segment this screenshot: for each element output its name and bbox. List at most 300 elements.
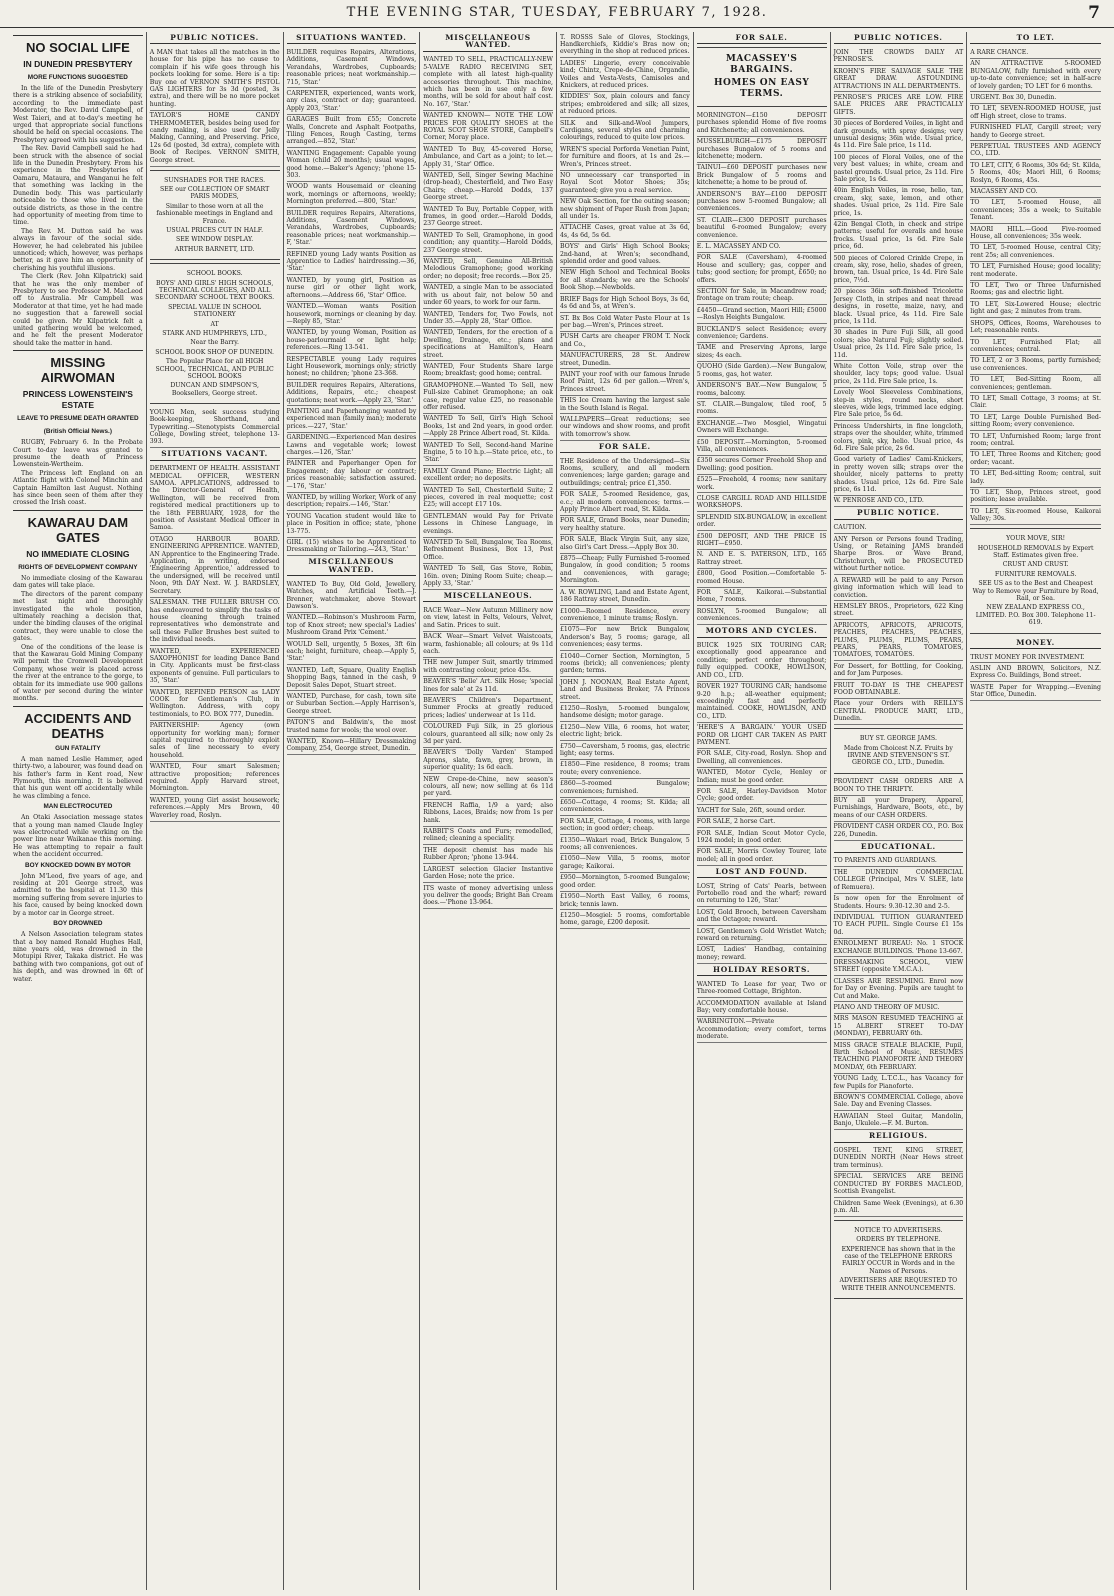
ad-line: CAUTION. (834, 523, 964, 534)
classified-ad: TO LET, 5-roomed House, central City; rent 25s; all conveniences. (970, 243, 1101, 262)
classified-ad: TO LET, Furnished House; good locality; rent moderate. (970, 262, 1101, 281)
classified-ad: GRAMOPHONE.—Wanted To Sell, new Full-size Cabinet Gramophone; an oak case, regular value £25, no reasonable offer refused. (423, 380, 553, 414)
classified-ad: LOST, Ladies' Handbag, containing money; reward. (697, 945, 827, 964)
classified-ad: WANTED, Four smart Salesmen; attractive proposition; references required. Apply Harvard street, Mornington. (150, 762, 280, 796)
subhead-boy-drowned: BOY DROWNED (53, 920, 103, 928)
classified-ad: TO LET, Three Rooms and Kitchen; good order; vacant. (970, 450, 1101, 469)
classified-ad: £1000—Roomed Residence, every convenience, 1 minute trams; Roslyn. (560, 606, 690, 625)
article-paragraph: The Princess left England on an Atlantic flight with Colonel Minchin and Captain Hamilton last August. Nothing has since been seen of them after they crossed the Irish coast. (13, 469, 143, 507)
classified-ad: £860—5-roomed Bungalow; conveniences; furnished. (560, 779, 690, 798)
ad-line: ANY Person or Persons found Trading, Using, or Retaining JAMS branded Sharpe Bros. or Wave Brand, Christchurch, will be PROSECUTED without further notice. (834, 534, 964, 575)
classified-ad: 'HERE'S A BARGAIN.' YOUR USED FORD OR LIGHT CAR TAKEN AS PART PAYMENT. (697, 723, 827, 749)
classified-ad: PUSH Carts are cheaper FROM T. Nock and Co., (560, 332, 690, 351)
classified-ad: TO LET, CITY, 6 Rooms, 30s 6d; St. Kilda, 5 Rooms, 40s; Maori Hill, 6 Rooms; Roslyn, 6 Rooms, 45s. (970, 160, 1101, 186)
classified-ad: AN ATTRACTIVE 5-ROOMED BUNGALOW, fully furnished with every up-to-date convenience; set in half-acre of lovely garden; TO LET for 6 months. (970, 59, 1101, 93)
classified-ad: WANTED, Tenders for, Two Fowls, not Under 35.—Apply 28, 'Star' Office. (423, 309, 553, 328)
classified-ad: SPLENDID SIX-BUNGALOW, in excellent order. (697, 512, 827, 531)
ad-line: 100 pieces of Floral Voiles, one of the very best values; in white, cream and pastel grounds. Usual price, 2s 11d. Fire Sale price, 1s 6d. (834, 152, 964, 186)
classified-ad: TAYLOR'S HOME CANDY THERMOMETER, besides being used for candy making, is also used for Jelly Making, Canning, and Preserving. Price, 12s 6d (posted, 3d extra), complete with Book of Recipes. VERNON SMITH, George street. (150, 111, 280, 167)
classified-ad: FRENCH Raffia, 1/9 a yard; also Ribbons, Laces, Braids; now from 1s per hank. (423, 800, 553, 826)
ad-list (697, 979, 827, 1043)
ad-line: 30 pieces of Bordered Voiles, in light and dark grounds, with spray designs; very unusual designs; 36in wide. Usual price, 4s 11d. Fire Sale price, 1s 11d. (834, 119, 964, 153)
section-header: HOLIDAY RESORTS. (697, 964, 827, 976)
classified-ad: WANTED To Buy, Old Gold, Jewellery, Watches, and Artificial Teeth.—J. Brenner, watchmaker, above Stewart Dawson's. (287, 579, 417, 613)
classified-ad: £650—Cottage, 4 rooms; St. Kilda; all conveniences. (560, 798, 690, 817)
classified-ad: £1040—Corner Section, Mornington, 5 rooms (brick); all conveniences; plenty garden; terms. (560, 651, 690, 677)
ad-line: BOYS' AND GIRLS' HIGH SCHOOLS, TECHNICAL COLLEGES, AND ALL SECONDARY SCHOOL TEXT BOOKS. (155, 279, 275, 302)
ad-line: ARTHUR BARNETT, LTD. (174, 245, 255, 253)
newspaper-title: THE EVENING STAR, TUESDAY, FEBRUARY 7, 1928. (346, 5, 768, 20)
classified-ad: DRESSMAKING SCHOOL, VIEW STREET (opposite Y.M.C.A.). (834, 957, 964, 976)
classified-ad: SPECIAL SERVICES ARE BEING CONDUCTED BY FORBES MACLEOD, Scottish Evangelist. (834, 1172, 964, 1198)
classified-ad: NEW High School and Technical Books for all standards; we are the Schools' Book Shop.—Newbolds. (560, 268, 690, 294)
classified-ad: SHOPS, Offices, Rooms, Warehouses to Let; reasonable rents. (970, 318, 1101, 337)
classified-ad: £500 DEPOSIT, AND THE PRICE IS RIGHT—£950. (697, 531, 827, 550)
classified-ad: MRS MASON RESUMED TEACHING at 15 ALBERT STREET TO-DAY (MONDAY), FEBRUARY 6th. (834, 1014, 964, 1040)
classified-ad: N. AND E. S. PATERSON, LTD., 165 Rattray street. (697, 550, 827, 569)
classified-ad: WASTE Paper for Wrapping.—Evening Star Office, Dunedin. (970, 682, 1101, 701)
classified-ad: WANTED To Sell, Bungalow, Tea Rooms, Refreshment Business, Box 13, Post Office. (423, 538, 553, 564)
classified-ad: Children Same Week (Evenings), at 6.30 p.m. All. (834, 1198, 964, 1217)
section-header: MISCELLANEOUS. (423, 590, 553, 602)
article-paragraph: One of the conditions of the lease is that the Kawarau Gold Mining Company will permit the Cromwell Development Company, whose weir is placed across the river at the entrance to the gorge, to obtain for its immediate use 900 gallons of water per second during the winter months. (13, 643, 143, 703)
classified-ad: £350 secures Corner Freehold Shop and Dwelling; good position. (697, 456, 827, 475)
classified-ad: BUILDER requires Repairs, Alterations, Additions, Repairs, etc.; cheapest quotations; neat work.—Apply 23, 'Star.' (287, 380, 417, 406)
section-header: MOTORS AND CYCLES. (697, 625, 827, 637)
classified-ad: WANTED TO SELL, PRACTICALLY-NEW 5-VALVE RADIO RECEIVING SET, complete with all latest high-quality accessories throughout. This machine, which has been in use only a few months, will be sold for about half cost. No. 167, 'Star.' (423, 55, 553, 111)
classified-ad: WANTED, a single Man to be associated with us about fair, not below 50 and under 60 years, to work for our farm. (423, 283, 553, 309)
article-paragraph: The Clerk (Rev. John Kilpatrick) said that he was the only member of Presbytery to see Professor M. MacLeod off to Australia. Mr Campbell was Moderator at that time, yet he had made no suggestion that a farewell social could be given. Mr Kilpatrick felt a united gathering would be welcomed, and he felt the present Moderator should take the matter in hand. (13, 273, 143, 347)
classified-ad: WANTED To Buy, 45-covered Horse, Ambulance, and Cart as a joint; to let.—Apply 31, 'Star' Office. (423, 144, 553, 170)
classified-ad: £1250—New Villa, 6 rooms, hot water, electric light; brick. (560, 722, 690, 741)
classified-ad: FOR SALE, Black Virgin Suit, any size, also Girl's Cart Dress.—Apply Box 30. (560, 535, 690, 554)
classified-ad: A MAN that takes all the matches in the house for his pipe has no cause to complain if his wife goes through his pockets looking for some. Here is a tip: Buy one of VERNON SMITH'S PISTOL GAS LIGHTERS for 3s 3d (posted, 3s extra), and there will be no more pocket hunting. (150, 47, 280, 110)
classified-ad: TO LET, SEVEN-ROOMED HOUSE, just off High street, close to trams. (970, 104, 1101, 123)
classified-ad: WANTED, Known—Hillary Dressmaking Company, 254, George street, Dunedin. (287, 737, 417, 756)
article-paragraph: No immediate closing of the Kawarau dam gates will take place. (13, 574, 143, 590)
ad-list (560, 456, 690, 929)
classified-ad: ROSLYN, 5-roomed Bungalow; all conveniences. (697, 606, 827, 625)
classified-ad: OTAGO HARBOUR BOARD. ENGINEERING APPRENTICE. WANTED, AN Apprentice to the Engineering Trade. Application, in writing, endorsed 'Engineering Apprentice,' addressed to the undersigned, will be received until Noon, 9th DAY Next. W. J. BARDSLEY, Secretary. (150, 534, 280, 597)
classified-ad: ANDERSON'S BAY—£100 DEPOSIT purchases new 5-roomed Bungalow; all conveniences. (697, 189, 827, 215)
ad-line: Lovely Wool Sleeveless Combinations, step-in styles, round necks, short sleeves, wide legs, trimmed lace edging. Fire Sale price, 5s 6d. (834, 388, 964, 422)
classified-ad: YOUNG Lady, L.T.C.L., has Vacancy for few Pupils for Pianoforte. (834, 1074, 964, 1093)
ad-line: AT (210, 320, 219, 328)
classified-ad: TO LET, Bed-Sitting Room, all conveniences; gentleman. (970, 375, 1101, 394)
classified-ad: FURNISHED FLAT, Cargill street; very handy to George street. (970, 123, 1101, 142)
masthead (0, 0, 1114, 28)
classified-ad: GARAGES Built from £55; Concrete Walls, Concrete and Asphalt Footpaths, Tiling Fences, Rough Casting, terms arranged.—852, 'Star.' (287, 115, 417, 149)
ad-line: BUY all your Drapery, Apparel, Furnishings, Hardware, Boots, etc., by means of our CASH ORDERS. (834, 796, 964, 822)
ad-line: APRICOTS, APRICOTS, APRICOTS, PEACHES, PEACHES, PEACHES, PLUMS, PLUMS, PLUMS, PEARS, PEARS, PEARS, TOMATOES, TOMATOES, TOMATOES. (834, 620, 964, 661)
ad-line: YOUR MOVE, SIR! (1006, 535, 1066, 543)
ad-list (560, 32, 690, 441)
display-ad-macassey (697, 47, 827, 107)
classified-ad: MISS GRACE STEALE BLACKIE, Pupil, Birth School of Music, RESUMES TEACHING PIANOFORTE AND THEORY MONDAY, 6th FEBRUARY. (834, 1040, 964, 1074)
classified-ad: RACE Wear—New Autumn Millinery now on view, latest in Felts, Velours, Velvet, and Satin. Prices to suit. (423, 605, 553, 631)
column-situations-wanted (284, 32, 421, 1590)
classified-ad: KIDDIES' Sox, plain colours and fancy stripes; embroidered and silk; all sizes, at reduced prices. (560, 92, 690, 118)
classified-ad: RESPECTABLE young Lady requires Light Housework, mornings only; strictly honest; no children; 'phone 23-368. (287, 354, 417, 380)
classified-ad: MANUFACTURERS, 28 St. Andrew street, Dunedin. (560, 351, 690, 370)
classified-ad: WANTED, Purchase, for cash, town site or Suburban Section.—Apply Harrison's, George street. (287, 691, 417, 717)
classified-ad: BROWN'S COMMERCIAL College, above Sale. Day and Evening Classes. (834, 1093, 964, 1112)
classified-ad: GIRL (15) wishes to be Apprenticed to Dressmaking or Tailoring.—243, 'Star.' (287, 538, 417, 557)
classified-ad: PAINTING and Paperhanging wanted by experienced man (family man); moderate prices.—227, 'Star.' (287, 406, 417, 432)
article-body (13, 756, 143, 800)
classified-ad: THIS Ice Cream having the largest sale in the South Island is Regal. (560, 396, 690, 415)
classified-ad: INDIVIDUAL TUITION GUARANTEED TO EACH PUPIL. Single Course £1 15s 0d. (834, 912, 964, 938)
classified-ad: £525—Freehold, 4 rooms; new sanitary work. (697, 475, 827, 494)
provident-ad (834, 777, 964, 841)
classified-ad: ST. Bx Bos Cold Water Paste Flour at 1s per bag.—Wren's, Princes street. (560, 313, 690, 332)
classified-ad: FOR SALE, 2 horse Cart. (697, 817, 827, 828)
section-header: TO LET. (970, 32, 1101, 44)
classified-ad: £875—Cheap; Fully Furnished 5-roomed Bungalow, in good condition; 5 rooms and conveniences, with garage; Mornington. (560, 554, 690, 588)
ad-line: ORDERS BY TELEPHONE. (856, 1236, 941, 1244)
classified-ad: £1350—Wakari road, Brick Bungalow, 5 rooms; all conveniences. (560, 835, 690, 854)
religious-ads (834, 1146, 964, 1217)
section-header: LOST AND FOUND. (697, 866, 827, 878)
ad-line: PROVIDENT CASH ORDERS ARE A BOON TO THE THRIFTY. (834, 777, 964, 796)
ad-line: Good variety of Ladies' Cami-Knickers, in pretty woven silk; straps over the shoulder, nicely patterns to pretty shades. Usual price, 12s 6d. Fire Sale price, 6s 11d. (834, 455, 964, 496)
classified-ad: FOR SALE, Indian Scout Motor Cycle, 1924 model; in good order. (697, 828, 827, 847)
classified-ad: WOOD wants Housemaid or cleaning work, mornings or afternoons, weekly; Mornington preferred.—800, 'Star.' (287, 182, 417, 208)
classified-ad: FOR SALE, City-road, Roslyn. Shop and Dwelling, all conveniences. (697, 749, 827, 768)
ad-list (697, 641, 827, 866)
headline-missing-airwoman: MISSING AIRWOMAN (13, 350, 143, 387)
ad-list (150, 47, 280, 166)
page-number: 7 (1088, 3, 1100, 23)
classified-ad: THE Residence of the Undersigned—Six Rooms, scullery, and all modern conveniences; large garden; garage and outbuildings; central; price £1,350. (560, 456, 690, 490)
classified-ad: BEAVER'S 'Dolly Varden' Stamped Aprons, slate, fawn, grey, brown, in superior quality; 1s 6d each. (423, 748, 553, 774)
ad-line: SEE WINDOW DISPLAY. (176, 236, 254, 244)
classified-ad: BEAVER'S 'Belle' Art. Silk Hose; 'special lines for sale' at 2s 11d. (423, 677, 553, 696)
classified-ad: WALLPAPERS—Great reductions; see our windows and show rooms, and profit with tomorrow's show. (560, 414, 690, 440)
classified-ad: WANTED, Four Students Share large Room; breakfast; good home; central. (423, 361, 553, 380)
headline-kawarau: KAWARAU DAM GATES (13, 510, 143, 547)
caution-notice (834, 523, 964, 620)
classified-ad: SILK and Silk-and-Wool Jumpers, Cardigans, several styles and charming colourings, reduced to quite low prices. (560, 118, 690, 144)
display-ad-removals (970, 528, 1101, 633)
classified-ad: TO LET, Six-Lowered House; electric light and gas; 2 minutes from tram. (970, 299, 1101, 318)
classified-ad: TO PARENTS AND GUARDIANS. (834, 856, 964, 867)
classified-ad: £1250—Mosgiel: 5 rooms, comfortable home, garage, £200 deposit. (560, 910, 690, 929)
classified-ad: NEW Crepe-de-Chine, new season's colours, all new; now selling at 6s 11d per yard. (423, 774, 553, 800)
classified-ad: BUCKLAND'S select Residence; every convenience; Gardens. (697, 324, 827, 343)
classified-ad: GARDENING.—Experienced Man desires Lawns and vegetable work; lowest charges.—126, 'Star.' (287, 433, 417, 459)
article-paragraph: The Rev. David Campbell said he had been struck with the absence of social life in the Dunedin Presbytery. From his experience in the Presbyteries of Oamaru, Mataura, and Wanganui he felt that something was lacking in the Dunedin body. This was particularly noticeable to those who lived in the outside districts, as those in the centre had opportunity of meeting from time to time. (13, 145, 143, 227)
subhead-boy-knocked: BOY KNOCKED DOWN BY MOTOR (24, 861, 131, 869)
ad-line: NOTICE TO ADVERTISERS. (854, 1226, 943, 1234)
column-news (10, 32, 147, 1590)
classified-ad: WREN'S special Porforda Venetian Paint, for furniture and floors, at 1s and 2s.—Wren's, Princes street. (560, 144, 690, 170)
classified-ad: WANTED To Lease for year, Two or Three-roomed Cottage, Brighton. (697, 979, 827, 998)
classified-ad: PERPETUAL TRUSTEES AND AGENCY CO., LTD. (970, 141, 1101, 160)
classified-ad: ROVER 1927 TOURING CAR; handsome 9-20 h.p.; all-weather equipment; exceedingly fast and perfectly maintained. COOKE, HOWLISON, AND CO., LTD. (697, 682, 827, 723)
ad-line: 30 shades in Pure Fuji Silk, all good colors; also Natural Fuji; slightly soiled. Usual price, 2s 11d. Fire Sale price, 1s 11d. (834, 328, 964, 362)
classified-ad: PATON'S and Baldwin's, the most trusted name for wools; the wool over. (287, 718, 417, 737)
classified-ad: Is now open for the Enrolment of Students. Hours: 9.30-12.30 and 2-5. (834, 894, 964, 913)
classified-ad: BUICK 1925 SIX TOURING CAR; exceptionally good appearance and condition; perfect order throughout; fully equipped. COOKE, HOWLISON, AND CO., LTD. (697, 641, 827, 682)
article-body (13, 814, 143, 858)
classified-ad: RABBIT'S Coats and Furs; remodelled, relined; cleaning a speciality. (423, 827, 553, 846)
classified-ad: GOSPEL TENT, KING STREET, DUNEDIN NORTH (Near Hews street tram terminus). (834, 1146, 964, 1172)
classified-ad: £800, Good Position.—Comfortable 5-roomed House. (697, 569, 827, 588)
classified-ad: £1075—For new Brick Bungalow, Anderson's Bay, 5 rooms; garage, all conveniences; easy terms. (560, 625, 690, 651)
classified-ad: LOST, Gentlemen's Gold Wristlet Watch; reward on returning. (697, 926, 827, 945)
section-header: EDUCATIONAL. (834, 841, 964, 853)
ad-line: PROVIDENT CASH ORDER CO., P.O. Box 226, Dunedin. (834, 822, 964, 841)
classified-ad: FOR SALE, Cottage, 4 rooms, with large section; in good order; cheap. (560, 816, 690, 835)
display-ad-jams (834, 728, 964, 774)
classified-ad: TO LET, 2 or 3 Rooms, partly furnished; use conveniences. (970, 356, 1101, 375)
ad-list (697, 110, 827, 625)
classified-ad: COLOURED Fuji Silk, in 25 glorious colours, guaranteed all silk; now only 2s 3d per yard. (423, 722, 553, 748)
classified-ad: YOUNG Vacation student would like to place in Position in office; state, 'phone 13-775. (287, 511, 417, 537)
ad-line: The Popular Place for all HIGH SCHOOL, TECHNICAL, AND PUBLIC SCHOOL BOOKS (155, 358, 274, 381)
classified-ad: MORNINGTON—£150 DEPOSIT purchases splendid Home of five rooms and Kitchenette; all conveniences. (697, 110, 827, 136)
display-ad-school-books (150, 263, 280, 404)
classified-ad: LOST, Gold Brooch, between Caversham and the Octagon; reward. (697, 907, 827, 926)
ad-line: SEE US as to the Best and Cheapest Way to Remove your Furniture by Road, Rail, or Sea. (972, 580, 1099, 602)
ad-line: Place your Orders with REILLY'S CENTRAL PRODUCE MART, LTD., Dunedin. (834, 699, 964, 725)
ad-line: HOMES ON EASY TERMS. (713, 78, 810, 100)
article-paragraph: A man named Leslie Hammer, aged thirty-two, a labourer, was found dead on his father's farm in Kent road, New Plymouth, this morning. It is believed that his gun went off accidentally while he was climbing a fence. (13, 755, 143, 800)
article-paragraph: John M'Leod, five years of age, and residing at 201 George street, was admitted to the hospital at 11.30 this morning suffering from severe injuries to his face, caused by being knocked down by a motor car in George street. (13, 872, 143, 917)
article-body (13, 873, 143, 917)
ad-line: DUNCAN AND SIMPSON'S, Booksellers, George street. (170, 382, 259, 397)
ad-line: MACASSEY'S BARGAINS. (725, 54, 798, 76)
classified-ad: T. ROSSS Sale of Gloves, Stockings, Handkerchiefs, Kiddie's Bras now on; everything in the shop at reduced prices. (560, 32, 690, 58)
ad-line: HOUSEHOLD REMOVALS by Expert Staff. Estimates given free. (977, 544, 1094, 559)
section-header: MISCELLANEOUS WANTED. (287, 556, 417, 576)
ad-line: SPECIAL VALUE IN SCHOOL STATIONERY (168, 303, 262, 319)
dek-functions: MORE FUNCTIONS SUGGESTED (27, 74, 128, 81)
ad-list (423, 55, 553, 590)
classified-ad: LARGEST selection Glacier Instantive Garden Hose; note the price. (423, 864, 553, 883)
classified-ad: SECTION for Sale, in Macandrew road; frontage on tram route; cheap. (697, 287, 827, 306)
ad-list (150, 407, 280, 448)
classified-ad: WANTED, Tenders, for the erection of a Dwelling, Drainage, etc.; plans and specifications at Hamilton's, Hearn street. (423, 328, 553, 362)
classified-ad: MAORI HILL.—Good Five-roomed House, all conveniences; 35s week. (970, 224, 1101, 243)
classified-ad: WANTED.—Robinson's Mushroom Farm, top of Knox street; new special's Ladies' Mushroom Grand Prix 'Cement.' (287, 613, 417, 639)
column-for-sale-a (557, 32, 694, 1590)
ad-line: SCHOOL BOOK SHOP OF DUNEDIN. (155, 348, 274, 356)
article-paragraph: The directors of the parent company met last night and thoroughly investigated the whole position, ultimately reaching a decision that, under the binding clauses of the original contract, they were unable to close the gates. (13, 590, 143, 643)
ad-line: USUAL PRICES CUT IN HALF. (166, 226, 264, 234)
classified-ad: TO LET, Furnished Flat; all conveniences; central. (970, 337, 1101, 356)
ad-line: BUY ST. GEORGE JAMS. (859, 735, 937, 743)
ad-line: For Dessert, for Bottling, for Cooking, and for Jam Purposes. (834, 661, 964, 680)
classified-ad: TRUST MONEY FOR INVESTMENT. (970, 652, 1101, 663)
fruit-ad (834, 620, 964, 725)
notice-to-advertisers (834, 1220, 964, 1299)
classified-ad: £1050—New Villa, 5 rooms, motor garage; Kaikorai. (560, 854, 690, 873)
classified-ad: BUILDER requires Repairs, Alterations, Additions, Casement Windows, Verandahs, Wardrobes, Cupboards; reasonable prices; neat workmanship.—F, 'Star.' (287, 208, 417, 249)
subhead-electrocuted: MAN ELECTROCUTED (43, 803, 113, 811)
classified-ad: HAWAIIAN Steel Guitar, Mandolin, Banjo, Ukulele.—F. M. Burton. (834, 1111, 964, 1130)
classified-ad: ATTACHE Cases, great value at 3s 6d, 4s, 4s 6d, 5s 6d. (560, 223, 690, 242)
classified-ad: PAINT your roof with our famous Inrude Roof Paint, 12s 6d per gallon.—Wren's, Princes street. (560, 369, 690, 395)
subhead-presbytery: IN DUNEDIN PRESBYTERY (23, 59, 133, 69)
classified-ad: WANTED, Sell, Genuine All-British Melodious Gramophone; good working order; no deposit; free records.—Box 25. (423, 257, 553, 283)
ad-line: 42in Bengal Cloth, in check and stripe patterns; useful for overalls and house frocks. Usual price, 1s 6d. Fire Sale price, 6d. (834, 220, 964, 254)
classified-ad: WANTED.—Woman wants Position housework, mornings or cleaning by day.—Reply 85, 'Star.' (287, 302, 417, 328)
classified-ad: LOST, String of Cats' Pearls, between Portobello road and the wharf; reward on returning to 126, 'Star.' (697, 881, 827, 907)
classified-ad: PIANO AND THEORY OF MUSIC. (834, 1002, 964, 1013)
ad-line: A REWARD will be paid to any Person giving information which will lead to conviction. (834, 575, 964, 601)
section-header: RELIGIOUS. (834, 1130, 964, 1142)
headline-no-social-life: NO SOCIAL LIFE (13, 35, 143, 57)
newspaper-page (10, 32, 1104, 1590)
section-header: PUBLIC NOTICE. (834, 507, 964, 519)
classified-ad: ASLIN AND BROWN, Solicitors, N.Z. Express Co. Buildings, Bond street. (970, 663, 1101, 682)
classified-ad: WOULD Sell, urgently, 5 Boxes, 3ft 6in each; height, furniture, cheap.—Apply 5, 'Star.' (287, 639, 417, 665)
classified-ad: WANTED, REFINED PERSON as LADY COOK for Gentleman's Club, in Wellington. Address, with copy testimonials, to P.O. BOX 777, Dunedin. (150, 687, 280, 721)
classified-ad: LADIES' Lingerie, every conceivable kind; Chintz, Crepe-de-Chine, Organdie, Voiles and Vesta-Vests, Camisoles and Knickers, at reduced prices. (560, 58, 690, 92)
display-ad-sunshades (150, 170, 280, 261)
headline-accidents: ACCIDENTS AND DEATHS (13, 706, 143, 743)
classified-ad: BRIEF Bags for High School Boys, 3s 6d, 4s 6d and 5s, at Wren's. (560, 294, 690, 313)
column-public-notices (147, 32, 284, 1590)
ad-line: HEMSLEY BROS., Proprietors, 622 King street. (834, 601, 964, 620)
article-paragraph: RUGBY, February 6. In the Probate Court to-day leave was granted to presume the death of Princess Lowenstein-Wertheim. (13, 439, 143, 469)
article-paragraph: An Otaki Association message states that a young man named Claude Ingley was electrocuted while working on the power line near Waikanae this morning. He was attempting to repair a fault when the accident occurred. (13, 814, 143, 859)
ad-line: White Cotton Voile, strap over the shoulder, lacy tops; good value. Usual price, 2s 11d. Fire Sale price, 1s. (834, 361, 964, 387)
classified-ad: WANTING Engagement: Capable young Woman (child 20 months); usual wages, good home.—Baker's Agency; 'phone 15-303. (287, 148, 417, 182)
ad-list (150, 464, 280, 822)
classified-ad: FOR SALE, Morris Cowley Tourer, late model; all in good order. (697, 847, 827, 866)
ad-list (970, 652, 1101, 701)
classified-ad: TAME and Preserving Aprons, large sizes; 4s each. (697, 343, 827, 362)
classified-ad: REFINED young Lady wants Position as Apprentice to Ladies' hairdressing.—36, 'Star.' (287, 249, 417, 275)
ad-line: NEW ZEALAND EXPRESS CO., LIMITED. P.O. Box 300. Telephone 11-619. (975, 604, 1096, 627)
classified-ad: TO LET, Unfurnished Room; large front room; central. (970, 431, 1101, 450)
classified-ad: ST. CLAIR.—Bungalow, tiled roof, 5 rooms. (697, 399, 827, 418)
classified-ad: TO LET, 5-roomed House, all conveniences; 35s a week; to Suitable Tenant. (970, 198, 1101, 224)
classified-ad: FOR SALE (Caversham), 4-roomed House and scullery; gas, copper and tubs; good section; for prompt, £650; no offers. (697, 253, 827, 287)
classified-ad: £1850—Fine residence, 8 rooms; tram route; every convenience. (560, 760, 690, 779)
article-paragraph: The Rev. M. Dutton said he was always in favour of the social side. However, he had celebrated his jubilee unnoticed; which, however, was perhaps better, as it gave him an opportunity of cherishing his youthful illusions. (13, 227, 143, 272)
classified-ad: WANTED, Left, Square, Quality English Shopping Bags, tanned in the cash, 9 Deposit Sales Depot, Stuart street. (287, 665, 417, 691)
ad-line: Near the Barry. (190, 339, 239, 347)
classified-ad: CLASSES ARE RESUMING. Enrol now for Day or Evening. Pupils are taught to Cut and Make. (834, 976, 964, 1002)
classified-ad: ENROLMENT BUREAU: No. 1 STOCK EXCHANGE BUILDINGS. 'Phone 13-667. (834, 939, 964, 958)
classified-ad: TO LET, Bed-sitting Room; central, suit lady. (970, 469, 1101, 488)
subhead-no-closing: NO IMMEDIATE CLOSING (26, 548, 130, 559)
ad-line: EXPERIENCE has shown that in the case of the TELEPHONE ERRORS FAIRLY OCCUR in Words and in the Names of Persons. (841, 1245, 956, 1275)
classified-ad: PAINTER and Paperhanger Open for Engagement; day labour or contract; prices reasonable; satisfaction assured.—176, 'Star.' (287, 459, 417, 493)
section-header: FOR SALE. (560, 441, 690, 453)
classified-ad: A. W. ROWLING, Land and Estate Agent, 186 Rattray street, Dunedin. (560, 587, 690, 606)
classified-ad: CARPENTER, experienced, wants work, any class, contract or day; guaranteed. Apply 203, 'Star.' (287, 88, 417, 114)
ad-line: KROHN'S FIRE SALVAGE SALE THE GREAT DRAW. ASTOUNDING ATTRACTIONS IN ALL DEPARTMENTS. (834, 66, 964, 92)
classified-ad: ACCOMMODATION available at Island Bay; very comfortable house. (697, 998, 827, 1017)
ad-line: SCHOOL BOOKS. (186, 270, 243, 278)
classified-ad: FOR SALE, Harley-Davidson Motor Cycle; good order. (697, 786, 827, 805)
article-body (13, 931, 143, 983)
classified-ad: WANTED, by young girl, Position as nurse girl or other light work, afternoons.—Address 66, 'Star' Office. (287, 275, 417, 301)
ad-line: ADVERTISERS ARE REQUESTED TO WRITE THEIR ANNOUNCEMENTS. (839, 1277, 958, 1292)
classified-ad: £50 DEPOSIT.—Mornington, 5-roomed Villa, all conveniences. (697, 437, 827, 456)
educational-ads (834, 856, 964, 1130)
classified-ad: TO LET, Six-roomed House, Kaikorai Valley; 30s. (970, 506, 1101, 525)
section-header: MISCELLANEOUS WANTED. (423, 32, 553, 52)
ad-line: 20 pieces 36in soft-finished Tricolette Jersey Cloth, in stripes and neat thread designs, in rosette, maize, navy, and black. Usual price, 4s 11d. Fire Sale price, 1s 11d. (834, 287, 964, 328)
classified-ad: FAMILY Grand Piano; Electric Light; all excellent order; no deposits. (423, 466, 553, 485)
classified-ad: WANTED To Sell, Gramophone, in good condition; any quantity.—Harold Dodds, 237 George street. (423, 230, 553, 256)
ad-line: 40in English Voiles, in rose, helio, tan, cream, sky, saxe, lemon, and other shades. Usual price, 2s 11d. Fire Sale price, 1s. (834, 186, 964, 220)
ad-line: Princess Undershirts, in fine longcloth, straps over the shoulder, white, trimmed colors, pink, sky, helio. Usual price, 4s 6d. Fire Sale price, 2s 6d. (834, 421, 964, 455)
ad-line: SUNSHADES FOR THE RACES. (164, 176, 266, 184)
classified-ad: WANTED To Sell, Girl's High School Books, 1st and 2nd years, in good order.—Apply 28 Prince Albert road, St. Kilda. (423, 414, 553, 440)
classified-ad: ANDERSON'S BAY.—New Bungalow, 5 rooms, balcony. (697, 381, 827, 400)
ad-line: Similar to those worn at all the fashionable meetings in England and France. (156, 202, 273, 225)
classified-ad: ST. CLAIR—£300 DEPOSIT purchases beautiful 6-roomed Bungalow; every convenience. (697, 215, 827, 241)
classified-ad: JOHN J. NOONAN, Real Estate Agent, Land and Business Broker, 7A Princes street. (560, 677, 690, 703)
classified-ad: QUOHO (Side Garden).—New Bungalow, 5 rooms, gas, hot water. (697, 362, 827, 381)
penrose-ad (834, 47, 964, 507)
classified-ad: A RARE CHANCE. (970, 47, 1101, 58)
article-body (13, 85, 143, 347)
classified-ad: WANTED To Sell, Second-hand Marine Engine, 5 to 10 h.p.—State price, etc., to 'Star.' (423, 440, 553, 466)
ad-line: 500 pieces of Colored Crinkle Crepe, in cream, sky, rose, helio, shades of green, brown, tan. Usual price, 1s 4d. Fire Sale price, 7½d. (834, 253, 964, 287)
classified-ad: £1250—Roslyn, 5-roomed bungalow, handsome design; motor garage. (560, 703, 690, 722)
classified-ad: MUSSELBURGH—£175 DEPOSIT purchases Bungalow of 5 rooms and kitchenette; modern. (697, 137, 827, 163)
classified-ad: FOR SALE, Kaikorai.—Substantial Home, 7 rooms. (697, 588, 827, 607)
classified-ad: TAINUI—£60 DEPOSIT purchases new Brick Bungalow of 5 rooms and kitchenette; a home to be proud of. (697, 163, 827, 189)
subhead-estate: PRINCESS LOWENSTEIN'S ESTATE (22, 389, 133, 411)
classified-ad: WARRINGTON.—Private Accommodation; every comfort, terms moderate. (697, 1017, 827, 1043)
column-for-sale-b (694, 32, 831, 1590)
dek-rights: RIGHTS OF DEVELOPMENT COMPANY (18, 563, 138, 571)
classified-ad: WANTED, Motor Cycle, Henley or Indian; must be good order. (697, 768, 827, 787)
classified-ad: £1950—North East Valley, 6 rooms, brick; tennis lawn. (560, 892, 690, 911)
classified-ad: DEPARTMENT OF HEALTH. ASSISTANT MEDICAL OFFICER, WESTERN SAMOA. APPLICATIONS, addressed to the Director-General of Health, Wellington, will be received from registered medical practitioners up to the 18th FEBRUARY, 1928, for the position of Assistant Medical Officer in Samoa. (150, 464, 280, 535)
column-misc-wanted (420, 32, 557, 1590)
subhead-gun: GUN FATALITY (55, 744, 101, 752)
classified-ad: YACHT for Sale, 26ft, sound order. (697, 805, 827, 816)
dek-presume-death: LEAVE TO PRESUME DEATH GRANTED (17, 415, 139, 423)
ad-line: Made from Choicest N.Z. Fruits by IRVINE AND STEVENSON'S ST. GEORGE CO., LTD., Dunedin. (843, 744, 953, 767)
classified-ad: WANTED To Sell, Chesterfield Suite; 2 pieces, covered in real moquette; cost £25; will accept £17 10s. (423, 485, 553, 511)
classified-ad: WANTED To Buy, Portable Copper, with frames, in good order.—Harold Dodds, 237 George street. (423, 204, 553, 230)
classified-ad: WANTED KNOWN— NOTE THE LOW PRICES FOR QUALITY SHOES at the ROYAL SCOT SHOE STORE, Campbell's Corner, Moray place. (423, 111, 553, 145)
classified-ad: £950—Mornington, 5-roomed Bungalow; good order. (560, 873, 690, 892)
section-header: SITUATIONS VACANT. (150, 448, 280, 460)
classified-ad: MACASSEY AND CO. (970, 187, 1101, 198)
classified-ad: ITS waste of money advertising unless you deliver the goods; Bright Ban Cream does.—'Phone 13-964. (423, 883, 553, 909)
article-paragraph: A Nelson Association telegram states that a boy named Ronald Hughes Hall, nine years old, was drowned in the Motupipi River, Takaka district. He was bathing with two companions, got out of his depth, and was drowned in 6ft of water. (13, 931, 143, 983)
classified-ad: BEAVER'S Children's Department, Summer Frocks at greatly reduced prices; ladies' underwear at 1s 11d. (423, 695, 553, 721)
ad-line: SEE our COLLECTION OF SMART PARIS MODES, (160, 185, 270, 201)
section-header: SITUATIONS WANTED. (287, 32, 417, 44)
column-public-notices-right (831, 32, 968, 1590)
classified-ad: THE deposit chemist has made his Rubber Apron; 'phone 13-944. (423, 845, 553, 864)
classified-ad: EXCHANGE.—Two Mosgiel, Wingatui Owners will Exchange. (697, 418, 827, 437)
classified-ad: PARTNERSHIP: Agency (own opportunity for working man); former capital required to thoroughly exploit sales of line necessary to every household. (150, 721, 280, 762)
ad-list (423, 605, 553, 909)
classified-ad: BACK Wear—Smart Velvet Waistcoats, warm, fashionable; all colours; at 9s 11d each. (423, 632, 553, 658)
ad-line: FURNITURE REMOVALS. (994, 570, 1077, 578)
classified-ad: GENTLEMAN would Pay for Private Lessons in Chinese Language, in evenings. (423, 511, 553, 537)
classified-ad: E. L. MACASSEY AND CO. (697, 242, 827, 253)
classified-ad: WANTED, by young Woman, Position as house-parlourmaid or light help; references.—Ring 13-541. (287, 328, 417, 354)
classified-ad: THE DUNEDIN COMMERCIAL COLLEGE (Principal, Mrs V. SLEE, late of Remuera). (834, 867, 964, 893)
ad-line: PENROSE'S PRICES ARE LOW. FIRE SALE PRICES ARE PRACTICALLY GIFTS. (834, 92, 964, 118)
ad-line: STARK AND HUMPHREYS, LTD., (162, 330, 267, 337)
